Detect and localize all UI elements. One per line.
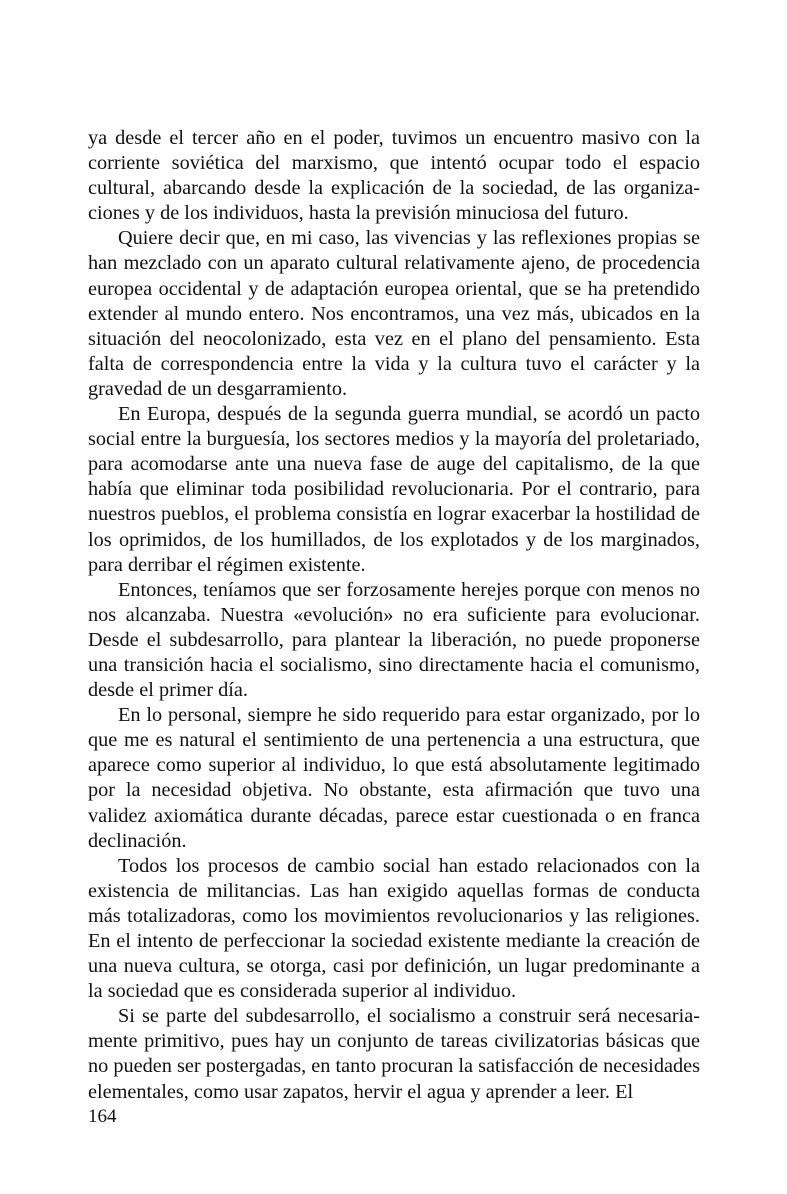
page-number: 164 — [88, 1106, 117, 1127]
paragraph-4: Entonces, teníamos que ser forzosamente herejes porque con menos no nos alcanzaba. Nuestra «evolución» no era suficiente para evolucionar. Desde el subdesarrollo, para plantear la liberación, no puede proponerse una transición hacia el socialismo, sino directamente hacia el comunismo, desde el primer día. — [88, 578, 700, 702]
page-body — [88, 126, 700, 1105]
paragraph-2: Quiere decir que, en mi caso, las vivencias y las reflexiones propias se han mezclado con un aparato cultural relativamente ajeno, de procedencia europea occidental y de adaptación europea oriental, que se ha pretendido extender al mundo entero. Nos encontramos, una vez más, ubicados en la situación del neocolonizado, esta vez en el plano del pensamiento. Esta falta de correspondencia entre la vida y la cultura tuvo el carácter y la gravedad de un desgarramiento. — [88, 227, 700, 400]
paragraph-7: Si se parte del subdesarrollo, el socialismo a construir será necesariamente primitivo, pues hay un conjunto de tareas civilizatorias básicas que no pueden ser postergadas, en tanto procuran la satisfacción de necesidades elementales, como usar zapatos, hervir el agua y aprender a leer. El — [88, 1005, 700, 1103]
paragraph-5: En lo personal, siempre he sido requerido para estar organizado, por lo que me es natural el sentimiento de una pertenencia a una estructura, que aparece como superior al individuo, lo que está absolutamente legitimado por la necesidad objetiva. No obstante, esta afirmación que tuvo una validez axiomática durante décadas, parece estar cuestionada o en franca declinación. — [88, 704, 700, 852]
paragraph-3: En Europa, después de la segunda guerra mundial, se acordó un pacto social entre la burguesía, los sectores medios y la mayoría del proletariado, para acomodarse ante una nueva fase de auge del capitalismo, de la que había que eliminar toda posibilidad revolucionaria. Por el contrario, para nuestros pueblos, el problema consistía en lograr exacerbar la hostilidad de los oprimidos, de los humillados, de los explotados y de los marginados, para derribar el régimen existente. — [88, 403, 700, 576]
paragraph-1: ya desde el tercer año en el poder, tuvimos un encuentro masivo con la corriente soviética del marxismo, que intentó ocupar todo el espacio cultural, abarcando desde la explicación de la sociedad, de las organizaciones y de los individuos, hasta la previsión minuciosa del futuro. — [88, 127, 700, 225]
paragraph-6: Todos los procesos de cambio social han estado relacionados con la existencia de militancias. Las han exigido aquellas formas de conducta más totalizadoras, como los movimientos revolucionarios y las religiones. En el intento de perfeccionar la sociedad existente mediante la creación de una nueva cultura, se otorga, casi por definición, un lugar predominante a la sociedad que es considerada superior al individuo. — [88, 854, 700, 1003]
